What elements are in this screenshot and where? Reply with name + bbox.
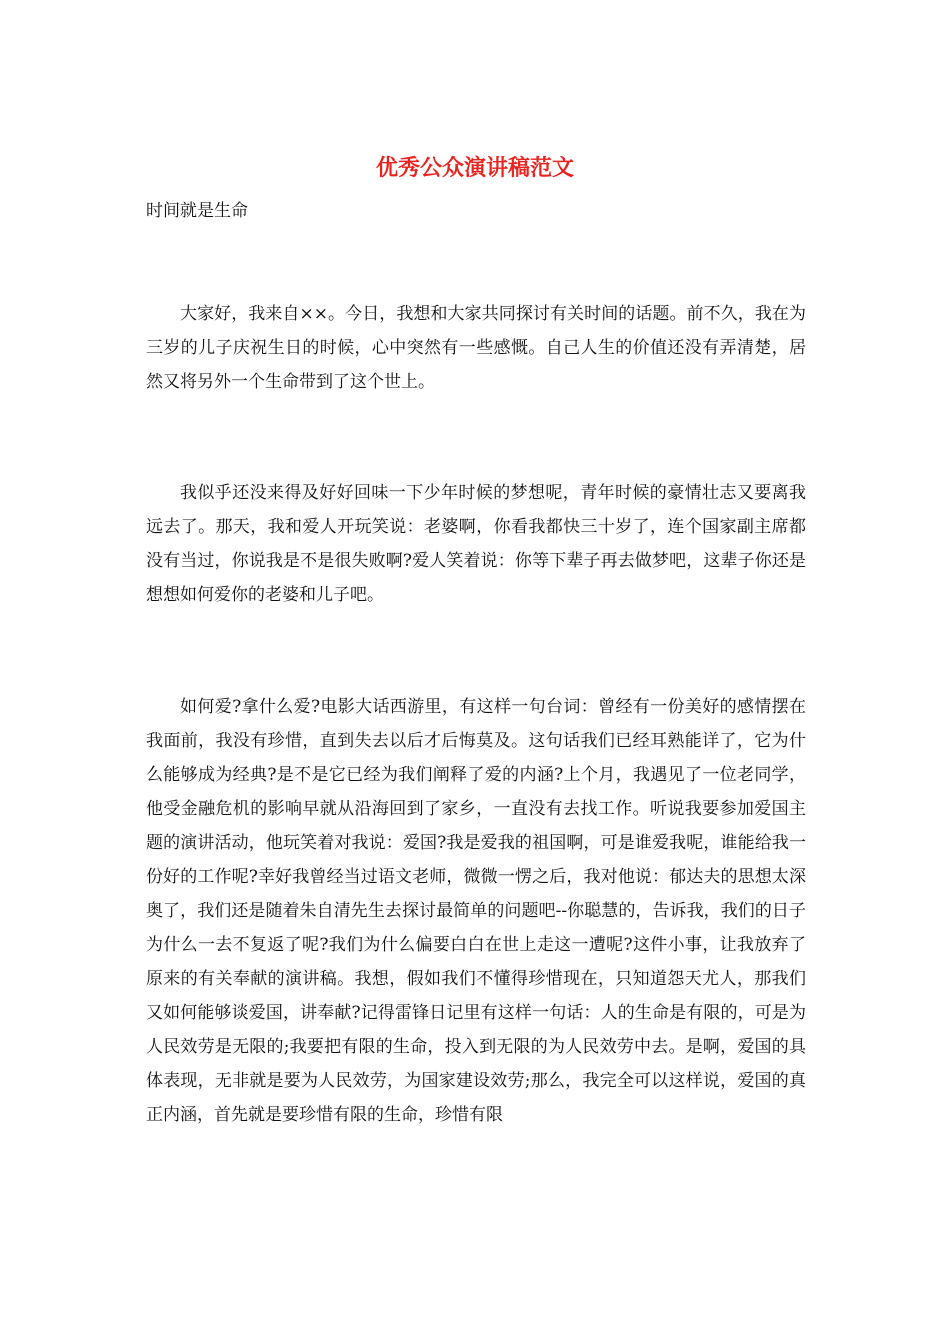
paragraph: 如何爱?拿什么爱?电影大话西游里，有这样一句台词：曾经有一份美好的感情摆在我面前，我没有珍惜，直到失去以后才后悔莫及。这句话我们已经耳熟能详了，它为什么能够成为经典?是不是它已经为我们阐释了爱的内涵?上个月，我遇见了一位老同学，他受金融危机的影响早就从沿海回到了家乡，一直没有去找工作。听说我要参加爱国主题的演讲活动，他玩笑着对我说：爱国?我是爱我的祖国啊，可是谁爱我呢，谁能给我一份好的工作呢?幸好我曾经当过语文老师，微微一愣之后，我对他说：郁达夫的思想太深奥了，我们还是随着朱自清先生去探讨最简单的问题吧--你聪慧的，告诉我，我们的日子为什么一去不复返了呢?我们为什么偏要白白在世上走这一遭呢?这件小事，让我放弃了原来的有关奉献的演讲稿。我想，假如我们不懂得珍惜现在，只知道怨天尤人，那我们又如何能够谈爱国，讲奉献?记得雷锋日记里有这样一句话：人的生命是有限的，可是为人民效劳是无限的;我要把有限的生命，投入到无限的为人民效劳中去。是啊，爱国的具体表现，无非就是要为人民效劳，为国家建设效劳;那么，我完全可以这样说，爱国的真正内涵，首先就是要珍惜有限的生命，珍惜有限 [146,697,806,1125]
document-subtitle: 时间就是生命 [146,201,248,221]
paragraph: 我似乎还没来得及好好回味一下少年时候的梦想呢，青年时候的豪情壮志又要离我远去了。那天，我和爱人开玩笑说：老婆啊，你看我都快三十岁了，连个国家副主席都没有当过，你说我是不是很失败啊?爱人笑着说：你等下辈子再去做梦吧，这辈子你还是想想如何爱你的老婆和儿子吧。 [146,483,806,605]
document-title: 优秀公众演讲稿范文 [375,155,574,181]
paragraph: 大家好，我来自××。今日，我想和大家共同探讨有关时间的话题。前不久，我在为三岁的儿子庆祝生日的时候，心中突然有一些感慨。自己人生的价值还没有弄清楚，居然又将另外一个生命带到了这个世上。 [146,304,806,392]
